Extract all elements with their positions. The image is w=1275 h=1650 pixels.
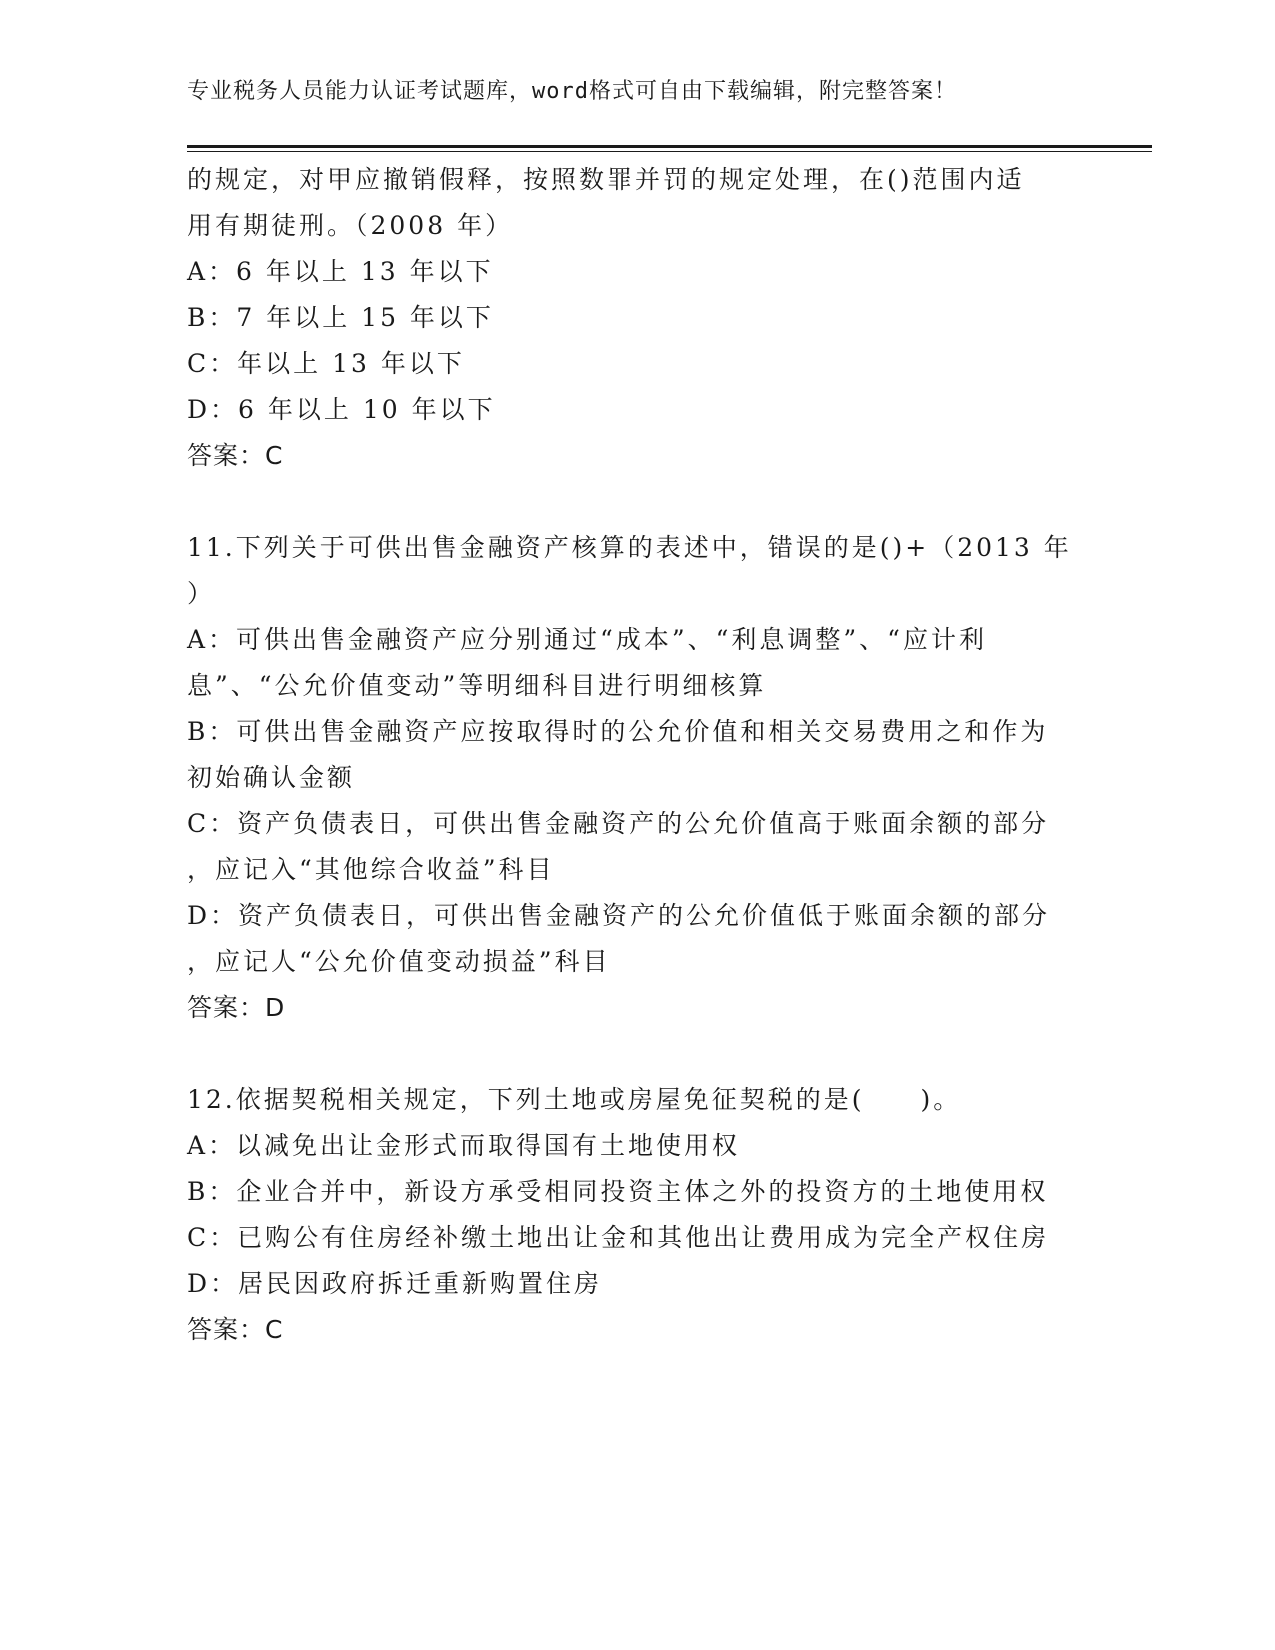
option-d-line: ，应记人“公允价值变动损益”科目 bbox=[187, 947, 611, 976]
question-stem-line: 12.依据契税相关规定，下列土地或房屋免征契税的是( )。 bbox=[187, 1085, 962, 1114]
document-body bbox=[187, 157, 1087, 1353]
option-c-line: C：资产负债表日，可供出售金融资产的公允价值高于账面余额的部分 bbox=[187, 809, 1050, 838]
spacer bbox=[187, 1031, 1087, 1077]
question-10-continued bbox=[187, 157, 1087, 479]
question-12 bbox=[187, 1077, 1087, 1353]
spacer bbox=[187, 479, 1087, 525]
header-rule-thick bbox=[187, 145, 1152, 148]
option-a: A：6 年以上 13 年以下 bbox=[187, 257, 494, 286]
answer-line: 答案：C bbox=[187, 441, 284, 470]
question-11 bbox=[187, 525, 1087, 1031]
option-b: B：7 年以上 15 年以下 bbox=[187, 303, 494, 332]
question-stem-line: 用有期徒刑。（2008 年） bbox=[187, 211, 514, 240]
option-c-line: ，应记入“其他综合收益”科目 bbox=[187, 855, 555, 884]
option-d: D：居民因政府拆迁重新购置住房 bbox=[187, 1269, 603, 1298]
option-c: C：已购公有住房经补缴土地出让金和其他出让费用成为完全产权住房 bbox=[187, 1223, 1050, 1252]
option-d-line: D：资产负债表日，可供出售金融资产的公允价值低于账面余额的部分 bbox=[187, 901, 1051, 930]
option-b: B：企业合并中，新设方承受相同投资主体之外的投资方的土地使用权 bbox=[187, 1177, 1049, 1206]
option-a-line: 息”、“公允价值变动”等明细科目进行明细核算 bbox=[187, 671, 767, 700]
question-stem-line: 的规定，对甲应撤销假释，按照数罪并罚的规定处理，在()范围内适 bbox=[187, 165, 1025, 194]
option-c: C：年以上 13 年以下 bbox=[187, 349, 465, 378]
option-b-line: B：可供出售金融资产应按取得时的公允价值和相关交易费用之和作为 bbox=[187, 717, 1049, 746]
header-rule-thin bbox=[187, 151, 1152, 152]
question-stem-line: ） bbox=[187, 579, 216, 608]
answer-line: 答案：C bbox=[187, 1315, 284, 1344]
answer-line: 答案：D bbox=[187, 993, 286, 1022]
option-a: A：以减免出让金形式而取得国有土地使用权 bbox=[187, 1131, 741, 1160]
option-d: D：6 年以上 10 年以下 bbox=[187, 395, 496, 424]
document-header: 专业税务人员能力认证考试题库，word格式可自由下载编辑，附完整答案！ bbox=[187, 79, 957, 104]
option-b-line: 初始确认金额 bbox=[187, 763, 356, 792]
question-stem-line: 11.下列关于可供出售金融资产核算的表述中，错误的是()+（2013 年 bbox=[187, 533, 1072, 562]
option-a-line: A：可供出售金融资产应分别通过“成本”、“利息调整”、“应计利 bbox=[187, 625, 987, 654]
